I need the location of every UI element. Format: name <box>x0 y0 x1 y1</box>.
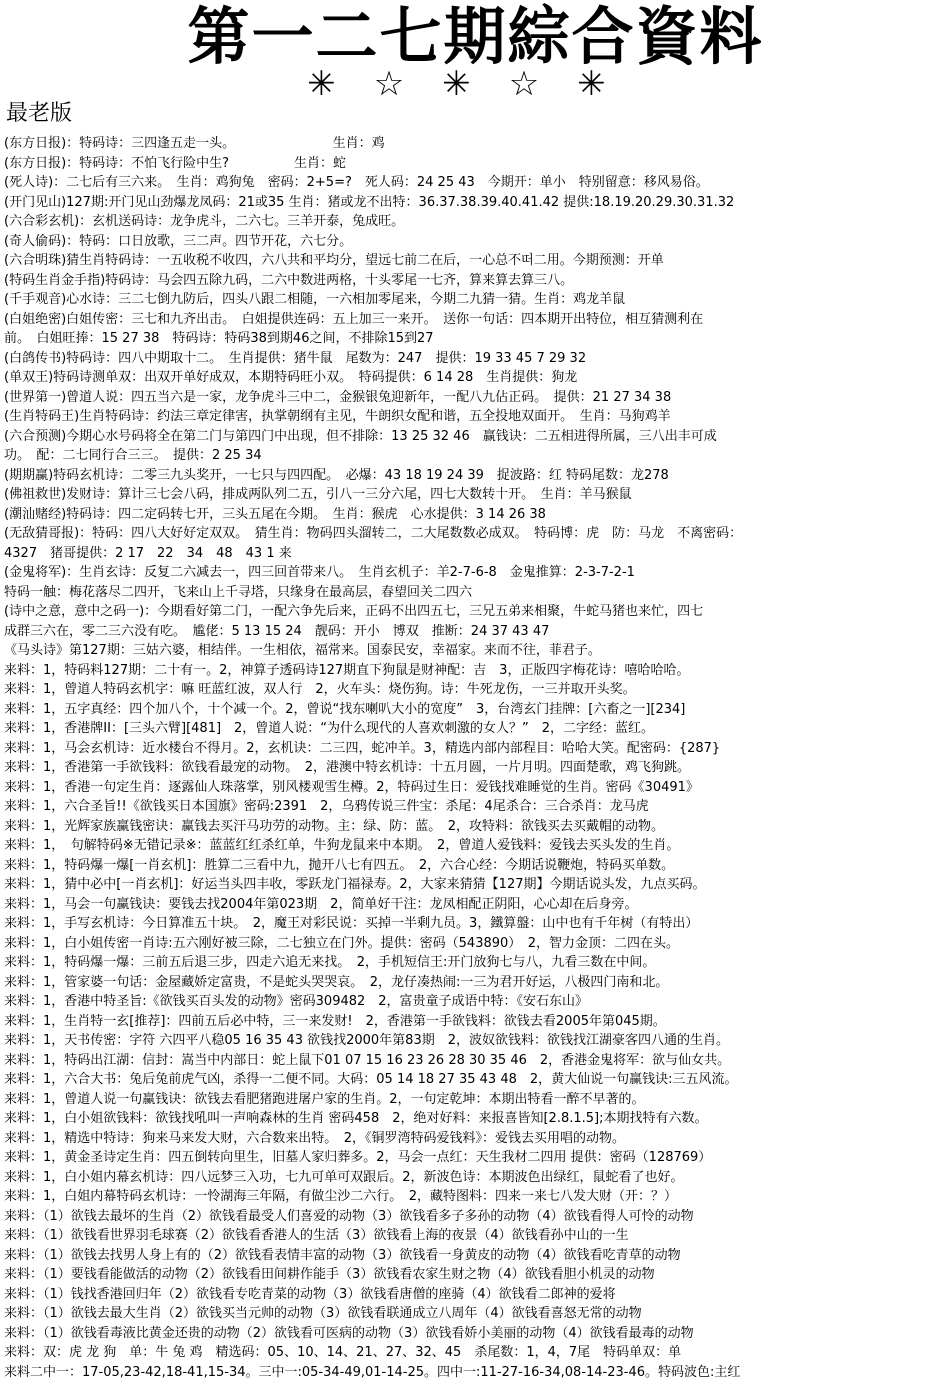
text-line: 来料：1，光辉家族赢钱密诀：赢钱去买汗马功劳的动物。主：绿、防：蓝。 2，攻特料：欲钱买去买戴帽的动物。 <box>4 818 665 834</box>
text-line: (六合彩玄机)：玄机送码诗：龙争虎斗，二六七。三羊开泰，兔成旺。 <box>4 214 405 229</box>
text-line: 来料：1，白小姐传密一肖诗:五六刚好被三除，二七独立在门外。提供：密码（543890） 2，智力金顶：二四在头。 <box>4 935 680 951</box>
text-line: 来料：1，六合大书：兔后兔前虎气凶，杀得一二便不同。大码：05 14 18 27 35 43 48 2，黄大仙说一句赢钱诀:三五风流。 <box>4 1072 738 1087</box>
text-line: 来料：1，香港第一手欲钱料：欲钱看最宠的动物。 2，港澳中特玄机诗：十五月圆，一片月明。四面楚歌，鸡飞狗跳。 <box>4 760 691 775</box>
text-line: 来料：1，天书传密：字符 六四平八稳05 16 35 43 欲钱找2000年第83期 2，波奴欲钱料：欲钱找江湖豪客四八通的生肖。 <box>4 1033 729 1048</box>
text-line: 来料：（1）钱找香港回归年（2）欲钱看专吃青菜的动物（3）欲钱看唐僧的座骑（4）欲钱看二郎神的爱将 <box>4 1286 616 1302</box>
text-line: 来料：1，精选中特诗：狗来马来发大财，六合数来出特。 2，《铜罗湾特码爱钱料》：爱钱去买用唱的动物。 <box>4 1130 626 1146</box>
text-line: (诗中之意，意中之码一)：今期看好第二门，一配六争先后来，正码不出四五七，三兄五弟来相聚，牛蛇马猪也来忙，四七 <box>4 604 704 619</box>
text-line: (东方日报)：特码诗：不怕飞行险中生? 生肖：蛇 <box>4 155 347 171</box>
text-line: 来料：1，马会玄机诗：近水楼台不得月。2，玄机诀：二三四，蛇冲羊。3，精选内部内部程目：哈哈大笑。配密码：{287} <box>4 740 721 756</box>
text-line: 来料：（1）欲钱去最坏的生肖（2）欲钱看最受人们喜爱的动物（3）欲钱看多子多孙的动物（4）欲钱看得人可怜的动物 <box>4 1208 694 1224</box>
text-line: 来料：1，香港一句定生肖：逐露仙人珠落掌，别风楼观雪生樽。2，特码过生日：爱钱找难睡觉的生肖。密码《30491》 <box>4 779 699 795</box>
asterisk-icon: ✳ <box>307 64 374 104</box>
text-line: 来料：1，黄金圣诗定生肖：四五倒转向里生，旧墓人家归葬多。2，马会一点红：天生我材二四用 提供：密码（128769） <box>4 1150 712 1165</box>
asterisk-icon: ✳ <box>577 64 644 104</box>
text-line: 来料：1，马会一句赢钱诀：要钱去找2004年第023期 2，简单好干注：龙凤相配正阴阳，心心却在后身旁。 <box>4 896 638 912</box>
text-line: 来料：1，猜中必中[一肖玄机]：好运当头四丰收，零跃龙门福禄寿。2，大家来猜猜【127期】今期话说头发，九点买码。 <box>4 877 706 892</box>
text-line: 4327 猪哥提供：2 17 22 34 48 43 1 来 <box>4 545 292 561</box>
asterisk-icon: ✳ <box>442 64 509 104</box>
text-line: (东方日报)：特码诗：三四逢五走一头。 生肖：鸡 <box>4 136 385 151</box>
text-line: 来料：1，白小姐内幕玄机诗：四八远梦三入功，七九可单可双跟后。2，新波色诗：本期波色出绿红，鼠蛇看了也好。 <box>4 1169 684 1185</box>
text-line: 来料：1，管家婆一句话：金屋藏娇定富贵，不是蛇头哭哭哀。 2，龙仔凑热闹:一三为君开好运，八极四门南和北。 <box>4 974 669 990</box>
text-line: 来料：1，特码爆一爆：三前五后退三步，四走六追无来找。 2，手机短信王:开门放狗七与八，九看三数在中间。 <box>4 955 656 970</box>
text-line: (佛祖救世)发财诗：算计三七会八码，排成两队列二五，引八一三分六尾，四七大数转十开。 生肖：羊马猴鼠 <box>4 487 632 502</box>
text-line: 来料：1，手写玄机诗：今日算准五十块。 2，魔王对彩民说：买掉一半剩九员。3，鐵算盤：山中也有千年树（有特出） <box>4 916 699 931</box>
page-title: 第一二七期綜合資料 <box>187 0 764 73</box>
text-line: 功。 配：二七同行合三三。 提供：2 25 34 <box>4 448 262 463</box>
text-line: 成群三六在，零二三六没有吃。 尴佬：5 13 15 24 靓码：开小 博双 推断：24 37 43 47 <box>4 623 550 639</box>
text-line: 《马头诗》第127期：三姑六婆，相结伴。一生相依，福常来。国泰民安，幸福家。来而不往，菲君子。 <box>4 643 601 658</box>
text-line: 来料：1，曾道人说一句赢钱诀：欲钱去看肥猪跑进屠户家的生肖。2，一句定乾坤：本期出特看一醉不早著的。 <box>4 1091 645 1107</box>
content-lines <box>4 134 950 1382</box>
text-line: 来料：1，曾道人特码玄机字：嘛 旺蓝红波，双人行 2，火车头：烧伤狗。诗：牛死龙伤，一三并取开头奖。 <box>4 682 636 697</box>
text-line: 来料：（1）要钱看能做活的动物（2）欲钱看田间耕作能手（3）欲钱看农家生财之物（4）欲钱看胆小机灵的动物 <box>4 1267 655 1282</box>
text-line: 来料：1， 句解特码※无错记录※：蓝蓝红红杀红单，牛狗龙鼠来中本期。 2，曾道人爱钱料：爱钱去买头发的生肖。 <box>4 838 680 853</box>
text-line: 来料：1，特码料127期：二十有一。2，神算子透码诗127期直下狗鼠是财神配：吉 3，正版四字梅花诗：嘻哈哈哈。 <box>4 662 690 678</box>
text-line: (白姐绝密)白姐传密：三七和九齐出击。 白姐提供连码：五上加三一来开。 送你一句话：四本期开出特位，相互猜测利在 <box>4 311 704 327</box>
text-line: 来料：1，六合圣旨!!《欲钱买日本国旗》密码:2391 2，乌鸦传说三件宝：杀尾：4尾杀合：三合杀肖：龙马虎 <box>4 799 649 814</box>
text-line: 来料：1，特码爆一爆[一肖玄机]：胜算二三看中九，抛开八七有四五。 2，六合心经：今期话说鞭炮，特码买单数。 <box>4 857 675 873</box>
text-line: 来料：双：虎 龙 狗 单：牛 兔 鸡 精选码：05、10、14、21、27、32、45 杀尾数：1，4，7尾 特码单双：单 <box>4 1345 682 1360</box>
text-line: 来料：（1）欲钱去最大生肖（2）欲钱买当元帅的动物（3）欲钱看联通成立八周年（4）欲钱看喜怒无常的动物 <box>4 1306 642 1321</box>
text-line: 来料：（1）欲钱去找男人身上有的（2）欲钱看表情丰富的动物（3）欲钱看一身黄皮的动物（4）欲钱看吃青草的动物 <box>4 1247 681 1263</box>
text-line: 来料：1，白姐内幕特码玄机诗：一怜湖海三年隔，有做尘沙二六行。 2，藏特图料：四来一来七八发大财（开：？） <box>4 1189 678 1204</box>
text-line: 前。 白姐旺捧：15 27 38 特码诗：特码38到期46之间，不排除15到27 <box>4 331 434 346</box>
text-line: (六合明珠)猜生肖特码诗：一五收税不收四，六八共和平均分，望远七前二在后，一心总不떠二用。今期预测：开单 <box>4 253 664 268</box>
text-line: (无敌猜哥报)：特码：四八大好好定双双。 猜生肖：物码四头溜转二，二大尾数数必成双。 特码博：虎 防：马龙 不离密码： <box>4 526 743 541</box>
star-icon: ☆ <box>508 64 578 104</box>
text-line: 来料：1，白小姐欲钱料：欲钱找吼叫一声响森林的生肖 密码458 2，绝对好料：来报喜皆知[2.8.1.5];本期找特有六数。 <box>4 1111 708 1126</box>
edition-label: 最老版 <box>6 101 73 126</box>
text-line: (金鬼将军)：生肖玄诗：反复二六减去一，四三回首带来八。 生肖玄机子：羊2-7-6-8 金鬼推算：2-3-7-2-1 <box>4 565 635 580</box>
text-line: (单双王)特码诗测单双：出双开单好成双，本期特码旺小双。 特码提供：6 14 28 生肖提供：狗龙 <box>4 370 578 385</box>
text-line: 来料：（1）欲钱看世界羽毛球赛（2）欲钱看香港人的生活（3）欲钱看上海的夜景（4）欲钱看孙中山的一生 <box>4 1228 629 1243</box>
text-line: (特码生肖金手指)特码诗：马会四五除九码，二六中数进两格，十头零尾一七齐，算来算去算三八。 <box>4 272 574 288</box>
text-line: (奇人偷码)：特码：口日放歌，三二声。四节开花，六七分。 <box>4 233 353 249</box>
text-line: 特码一触：梅花落尽二四开，飞来山上千寻塔，只缘身在最高层，春望回关二四六 <box>4 584 473 600</box>
text-line: 来料：1，香港牌II：[三头六臂][481] 2，曾道人说：“为什么现代的人喜欢刺激的女人？” 2，二字经：蓝红。 <box>4 721 655 736</box>
text-line: 来料：1，生肖特一玄[推荐]：四前五后必中特，三一来发财! 2，香港第一手欲钱料：欲钱去看2005年第045期。 <box>4 1013 666 1029</box>
text-line: (死人诗)：二七后有三六来。 生肖：鸡狗兔 密码：2+5=? 死人码：24 25 43 今期开：单小 特别留意：移风易俗。 <box>4 175 709 190</box>
text-line: 来料二中一：17-05,23-42,18-41,15-34。三中一:05-34-49,01-14-25。四中一:11-27-16-34,08-14-23-46。特码波色:主红 <box>4 1364 741 1380</box>
text-line: (世界第一)曾道人说：四五当六是一家，龙争虎斗三中二，金猴银兔迎新年，一配八九佔正码。 提供：21 27 34 38 <box>4 389 672 405</box>
text-line: (千手观音)心水诗：三二七倒九防后，四头八跟二相随，一六相加零尾来，今期二九猜一猜。生肖：鸡龙羊鼠 <box>4 292 626 307</box>
decoration-row <box>0 64 951 104</box>
text-line: 来料：1，五字真经：四个加八个，十个减一个。2，曾说“找东喇叭大小的宽度” 3，台湾玄门挂牌：[六畜之一][234] <box>4 701 686 717</box>
text-line: 来料：1，香港中特圣旨:《欲钱买百头发的动物》密码309482 2，富贵童子成语中特：《安石东山》 <box>4 994 589 1009</box>
text-line: (开门见山)127期:开门见山劲爆龙凤码：21或35 生肖：猪或龙不出特：36.37.38.39.40.41.42 提供:18.19.20.29.30.31.32 <box>4 194 735 210</box>
text-line: (期期赢)特码玄机诗：二零三九头奖开，一七只与四四配。 必爆：43 18 19 24 39 捉波路：红 特码尾数：龙278 <box>4 467 669 483</box>
text-line: 来料：（1）欲钱看毒液比黄金还贵的动物（2）欲钱看可医病的动物（3）欲钱看娇小美丽的动物（4）欲钱看最毒的动物 <box>4 1325 694 1341</box>
text-line: (白鸽传书)特码诗：四八中期取十二。 生肖提供：猪牛鼠 尾数为：247 提供：19 33 45 7 29 32 <box>4 350 587 366</box>
star-icon: ☆ <box>373 64 443 104</box>
text-line: (生肖特码王)生肖特码诗：约法三章定律害，执掌朝纲有主见，牛朗织女配和谐，五全投地双面开。 生肖：马狗鸡羊 <box>4 409 671 424</box>
text-line: 来料：1，特码出江湖：信封：嵩当中内部日：蛇上鼠下01 07 15 16 23 26 28 30 35 46 2，香港金鬼将军：欲与仙女共。 <box>4 1052 731 1068</box>
text-line: (六合预测)今期心水号码将全在第二门与第四门中出现，但不排除：13 25 32 46 赢钱诀：二五相进得所属，三八出丰可成 <box>4 428 717 444</box>
text-line: (潮汕赌经)特码诗：四二定码转七开，三头五尾在今期。 生肖：猴虎 心水提供：3 14 26 38 <box>4 506 546 522</box>
